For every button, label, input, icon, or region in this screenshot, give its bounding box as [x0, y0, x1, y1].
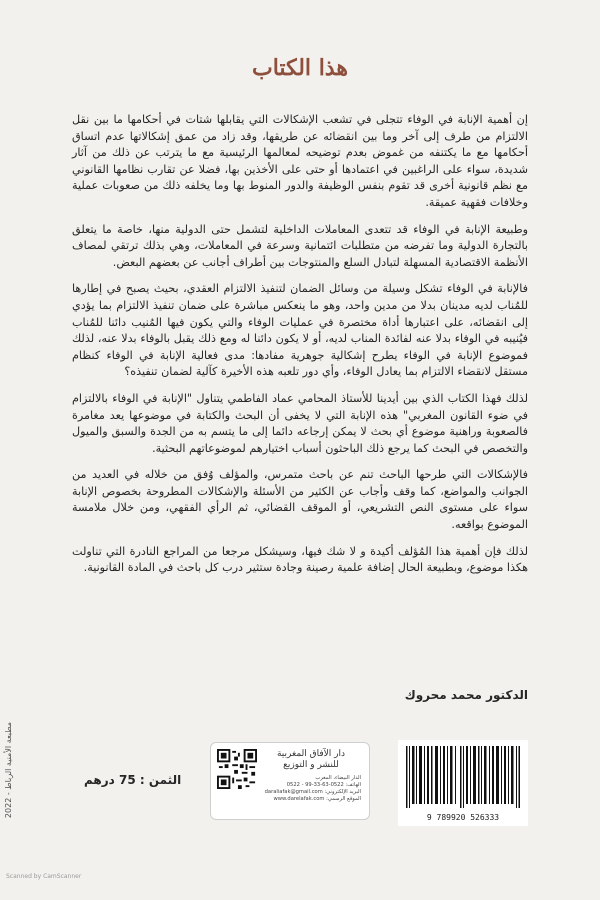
publisher-info [257, 775, 361, 803]
page-title: هذا الكتاب [252, 55, 348, 81]
publisher-name-line: للنشر و التوزيع [283, 760, 339, 770]
publisher-name-line: دار الآفاق المغربية [276, 749, 346, 759]
publisher-block [210, 742, 370, 820]
publisher-info-line: الدار البيضاء، المغرب [315, 775, 361, 781]
paragraph: فالإنابة في الوفاء تشكل وسيلة من وسائل الضمان لتنفيذ الالتزام العقدي، بحيث يصبح في إطارها للمُناب لديه مدينان بدلا من مدين واحد، وهو ما ينعكس مباشرة على ضمان تنفيذ الالتزام بما يؤدي إلى انقضائه، على اعتبارها أداة مختصرة في عمليات الوفاء والتي يكون فيها المُنيب دائنا للمُناب فيُنيبه في الوفاء بدلا عنه لفائدة المناب لديه، أو لا يكون دائنا له ومع ذلك يقبل بالوفاء بدلا عنه، لذلك فموضوع الإنابة في الوفاء يطرح إشكالية جوهرية مفادها: مدى فعالية الإنابة في الوفاء كنظام مستقل لانقضاء الالتزام بما يعادل الوفاء، وأي دور تلعبه هذه الأخيرة كآلية لضمان تنفيذه؟ [72, 282, 528, 379]
barcode-icon [406, 746, 520, 808]
isbn-number: 9 789920 526333 [426, 813, 500, 822]
price-label: الثمن : 75 درهم [84, 773, 182, 787]
scanner-credit: Scanned by CamScanner [6, 873, 82, 880]
paragraph: لذلك فهذا الكتاب الذي بين أيدينا للأستاذ المحامي عماد الفاطمي يتناول "الإنابة في الوفاء بالالتزام في ضوء القانون المغربي" هذه الإنابة التي لا يخفى أن البحث والكتابة في موضوعها يعد مغامرة فالصعوبة وراهنية موضوع أي بحث لا يمكن إرجاعه دائما إلى ما يتسم به من الجدة والسبق والميول والتخصص في البحث كما يرجع ذلك الباحثون أسباب اختيارهم لموضوعاتهم البحثية. [72, 391, 528, 455]
paragraph: وطبيعة الإنابة في الوفاء قد تتعدى المعاملات الداخلية لتشمل حتى الدولية منها، خاصة ما يتعلق بالتجارة الدولية وما تفرضه من متطلبات ائتمانية وسرعة في المعاملات، وهي بذلك ترتقي لمصاف الأنظمة الاقتصادية المسهلة لتبادل السلع والمنتوجات بين أطراف أجانب عن بعضهم البعض. [72, 222, 528, 269]
paragraph: إن أهمية الإنابة في الوفاء تتجلى في تشعب الإشكالات التي يقابلها شتات في أحكامها ما بين نقل الالتزام من طرف إلى آخر وما بين انقضائه عن طريقها، وقد زاد من عمق إشكالاتها عدم اتساق أحكامها مع ما يكتنفه من غموض بعدم توضيحه لمعالمها الرئيسية مع ما يترتب عن ذلك من آثار شديدة، سواء على الراغبين في اعتمادها أو حتى على الأخذين بها، فضلا عن تقارب نظامها القانوني مع نظم قانونية أخرى قد تقوم بنفس الوظيفة والدور المنوط بها وما يخلفه ذلك من صعوبات عملية وخلافات فقهية عميقة. [72, 113, 528, 209]
printer-note: مطبعة الأمنية الرباط - 2022 [4, 721, 13, 819]
paragraph: لذلك فإن أهمية هذا المُؤلف أكيدة و لا شك فيها، وسيشكل مرجعا من المراجع النادرة التي تناولت هكذا موضوع، وبطبيعة الحال إضافة علمية رصينة وجادة ستثير درب كل باحث في المادة القانونية. [72, 544, 528, 575]
publisher-info-line: البريد الإلكتروني: daraliafak@gmail.com [264, 789, 361, 795]
publisher-info-line: الموقع الرسمي: www.darelafak.com [273, 796, 361, 802]
publisher-name [261, 749, 361, 771]
qr-code-icon [217, 749, 257, 789]
author-name: الدكتور محمد محروك [404, 688, 528, 702]
publisher-info-line: الهاتف: 0522-63-33-99 - 0522 [286, 782, 361, 788]
book-description [72, 112, 528, 587]
paragraph: فالإشكالات التي طرحها الباحث تنم عن باحث متمرس، والمؤلف وُفق من خلاله في العديد من الجوانب والمواضع، كما وقف وأجاب عن الكثير من الأسئلة والإشكالات المطروحة بخصوص الإنابة سواء على مستوى النص التشريعي، أو الموقف القضائي، ثم الرأي الفقهي، ومن خلال ملامسة الموضوع بواقعه. [72, 468, 528, 532]
barcode-block [398, 740, 528, 826]
